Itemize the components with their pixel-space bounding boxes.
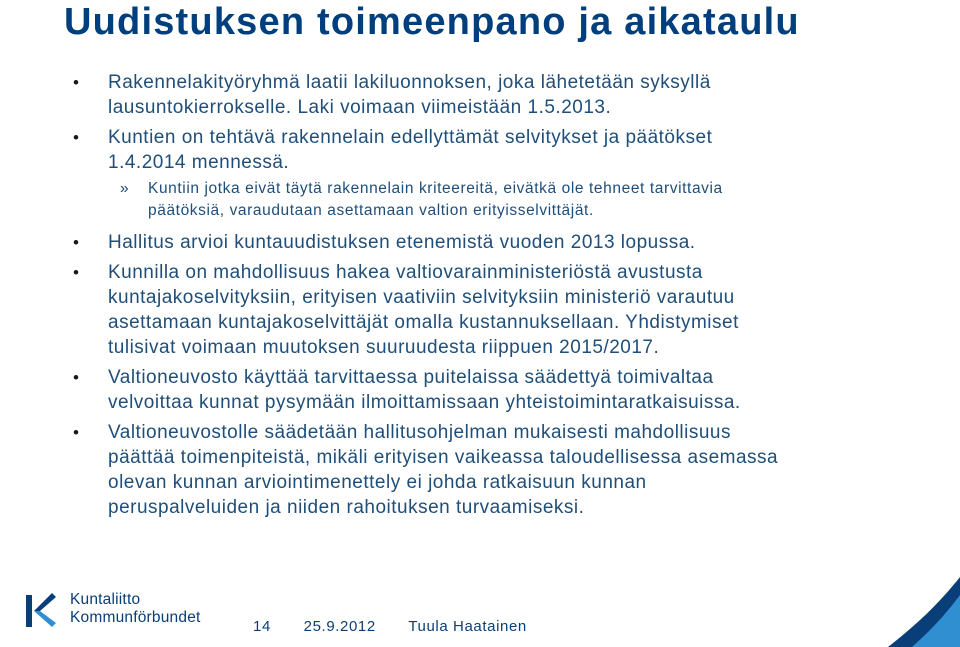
- bullet-4-line-3: asettamaan kuntajakoselvittäjät omalla kustannuksellaan. Yhdistymiset: [108, 312, 739, 333]
- slide-title: Uudistuksen toimeenpano ja aikataulu: [64, 1, 800, 43]
- sub-bullet-item: [73, 178, 943, 222]
- bullet-item-1: [73, 70, 943, 120]
- page-number: 14: [253, 618, 271, 635]
- bullet-item-2: [73, 125, 943, 175]
- bullet-3-line-1: Hallitus arvioi kuntauudistuksen etenemistä vuoden 2013 lopussa.: [108, 232, 696, 253]
- footer-author: Tuula Haatainen: [408, 618, 527, 635]
- bullet-6-line-1: Valtioneuvostolle säädetään hallitusohjelman mukaisesti mahdollisuus: [108, 422, 731, 443]
- bullet-item-6: [73, 420, 943, 520]
- logo-text-line-1: Kuntaliitto: [70, 591, 141, 608]
- bullet-2-line-1: Kuntien on tehtävä rakennelain edellyttämät selvitykset ja päätökset: [108, 127, 713, 148]
- slide-footer: [0, 577, 960, 647]
- bullet-item-3: [73, 230, 943, 255]
- bullet-6-line-4: peruspalveluiden ja niiden rahoituksen turvaamiseksi.: [108, 497, 585, 518]
- logo-text-line-2: Kommunförbundet: [70, 609, 201, 626]
- corner-swoosh-decoration: [850, 577, 960, 647]
- bullet-1-line-1: Rakennelakityöryhmä laatii lakiluonnoksen, joka lähetetään syksyllä: [108, 72, 711, 93]
- bullet-4-line-2: kuntajakoselvityksiin, erityisen vaativiin selvityksiin ministeriö varautuu: [108, 287, 735, 308]
- bullet-item-5: [73, 365, 943, 415]
- bullet-4-line-4: tulisivat voimaan muutoksen suuruudesta riippuen 2015/2017.: [108, 337, 660, 358]
- footer-date: 25.9.2012: [303, 618, 376, 635]
- footer-meta: [253, 618, 527, 635]
- bullet-4-line-1: Kunnilla on mahdollisuus hakea valtiovarainministeriöstä avustusta: [108, 262, 703, 283]
- sub-bullet-line-1: Kuntiin jotka eivät täytä rakennelain kriteereitä, eivätkä ole tehneet tarvittavia: [148, 180, 723, 197]
- logo-wordmark: [70, 591, 201, 627]
- bullet-list: [73, 70, 943, 525]
- bullet-5-line-1: Valtioneuvosto käyttää tarvittaessa puitelaissa säädettyä toimivaltaa: [108, 367, 714, 388]
- bullet-2-line-2: 1.4.2014 mennessä.: [108, 152, 290, 173]
- sub-bullet-line-2: päätöksiä, varaudutaan asettamaan valtion erityisselvittäjät.: [148, 202, 594, 219]
- bullet-item-4: [73, 260, 943, 360]
- bullet-6-line-2: päättää toimenpiteistä, mikäli erityisen vaikeassa taloudellisessa asemassa: [108, 447, 779, 468]
- kuntaliitto-logo-icon: [22, 587, 66, 631]
- kuntaliitto-logo: [22, 587, 201, 631]
- bullet-6-line-3: olevan kunnan arviointimenettely ei johda ratkaisuun kunnan: [108, 472, 647, 493]
- bullet-1-line-2: lausuntokierrokselle. Laki voimaan viimeistään 1.5.2013.: [108, 97, 612, 118]
- bullet-5-line-2: velvoittaa kunnat pysymään ilmoittamissaan yhteistoimintaratkaisuissa.: [108, 392, 741, 413]
